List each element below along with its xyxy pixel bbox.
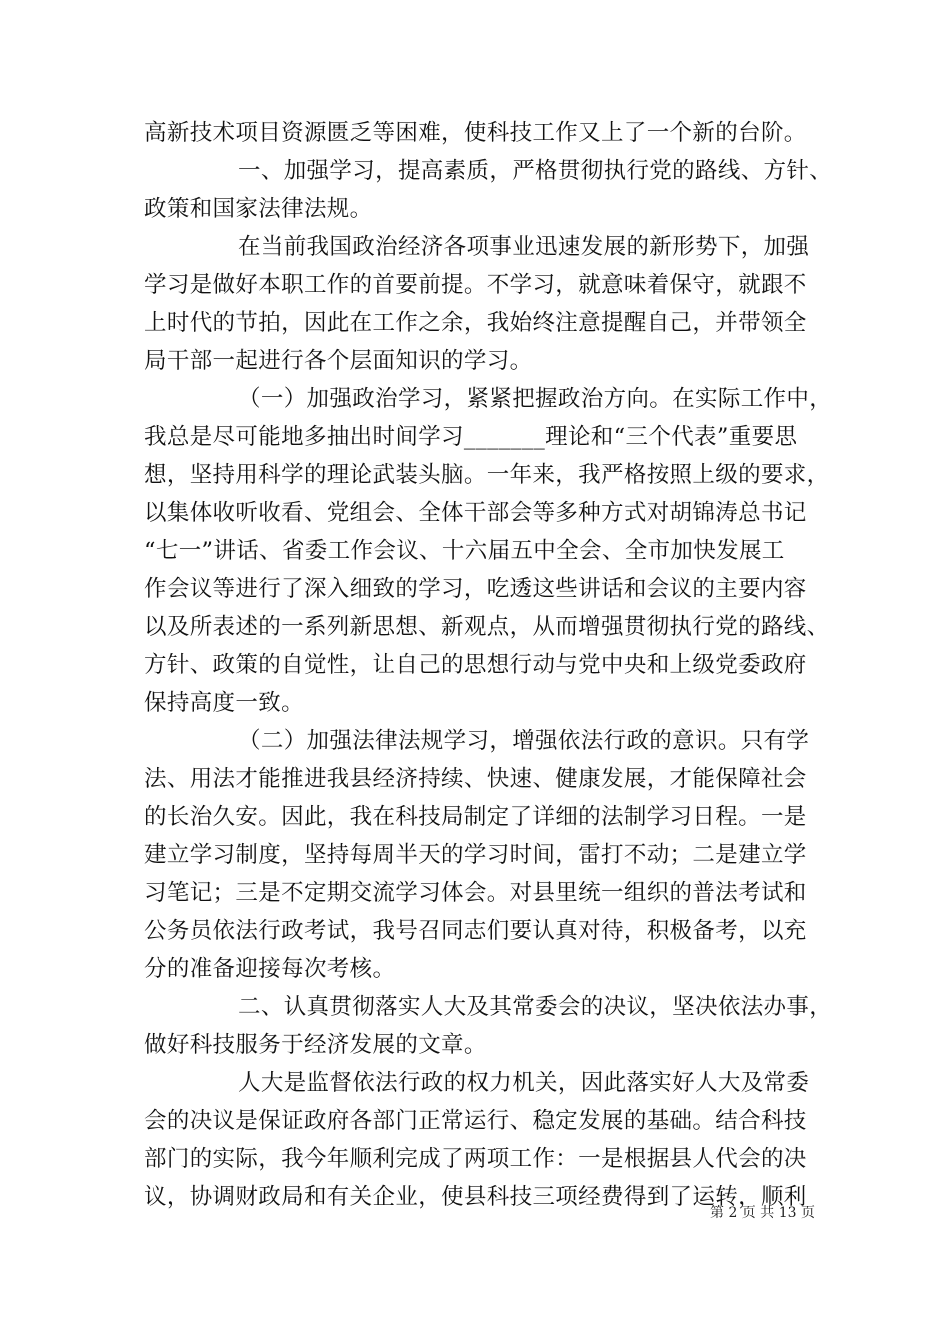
text-line: 高新技术项目资源匮乏等困难，使科技工作又上了一个新的台阶。 xyxy=(144,120,807,146)
section-heading-continued: 政策和国家法律法规。 xyxy=(144,196,373,222)
paragraph-start: 在当前我国政治经济各项事业迅速发展的新形势下，加强 xyxy=(238,234,810,260)
text-line: 学习是做好本职工作的首要前提。不学习，就意味着保守，就跟不 xyxy=(144,272,807,298)
text-line: 习笔记；三是不定期交流学习体会。对县里统一组织的普法考试和 xyxy=(144,880,807,906)
section-heading: 一、加强学习，提高素质，严格贯彻执行党的路线、方针、 xyxy=(238,158,833,184)
text-line: 会的决议是保证政府各部门正常运行、稳定发展的基础。结合科技 xyxy=(144,1108,807,1134)
text-line: 上时代的节拍，因此在工作之余，我始终注意提醒自己，并带领全 xyxy=(144,310,807,336)
text-line: 公务员依法行政考试，我号召同志们要认真对待，积极备考，以充 xyxy=(144,918,807,944)
text-line: “七一”讲话、省委工作会议、十六届五中全会、全市加快发展工 xyxy=(144,538,785,564)
paragraph-start: 人大是监督依法行政的权力机关，因此落实好人大及常委 xyxy=(238,1070,810,1096)
subsection-start: （二）加强法律法规学习，增强依法行政的意识。只有学 xyxy=(238,728,810,754)
text-line: 我总是尽可能地多抽出时间学习_______理论和“三个代表”重要思 xyxy=(144,424,798,450)
subsection-start: （一）加强政治学习，紧紧把握政治方向。在实际工作中， xyxy=(238,386,833,412)
text-line: 部门的实际，我今年顺利完成了两项工作：一是根据县人代会的决 xyxy=(144,1146,807,1172)
text-line: 议，协调财政局和有关企业，使县科技三项经费得到了运转，顺利 xyxy=(144,1184,807,1210)
text-line: 以及所表述的一系列新思想、新观点，从而增强贯彻执行党的路线、 xyxy=(144,614,830,640)
text-line: 建立学习制度，坚持每周半天的学习时间，雷打不动；二是建立学 xyxy=(144,842,807,868)
text-line: 以集体收听收看、党组会、全体干部会等多种方式对胡锦涛总书记 xyxy=(144,500,807,526)
document-body xyxy=(144,114,833,1216)
text-line: 方针、政策的自觉性，让自己的思想行动与党中央和上级党委政府 xyxy=(144,652,807,678)
page-number: 第 2 页 共 13 页 xyxy=(710,1205,815,1221)
text-line: 保持高度一致。 xyxy=(144,690,304,716)
text-line: 想，坚持用科学的理论武装头脑。一年来，我严格按照上级的要求， xyxy=(144,462,830,488)
text-line: 局干部一起进行各个层面知识的学习。 xyxy=(144,348,533,374)
text-line: 分的准备迎接每次考核。 xyxy=(144,956,396,982)
text-line: 法、用法才能推进我县经济持续、快速、健康发展，才能保障社会 xyxy=(144,766,807,792)
section-heading: 二、认真贯彻落实人大及其常委会的决议，坚决依法办事， xyxy=(238,994,833,1020)
text-line: 的长治久安。因此，我在科技局制定了详细的法制学习日程。一是 xyxy=(144,804,807,830)
section-heading-continued: 做好科技服务于经济发展的文章。 xyxy=(144,1032,487,1058)
text-line: 作会议等进行了深入细致的学习，吃透这些讲话和会议的主要内容 xyxy=(144,576,807,602)
